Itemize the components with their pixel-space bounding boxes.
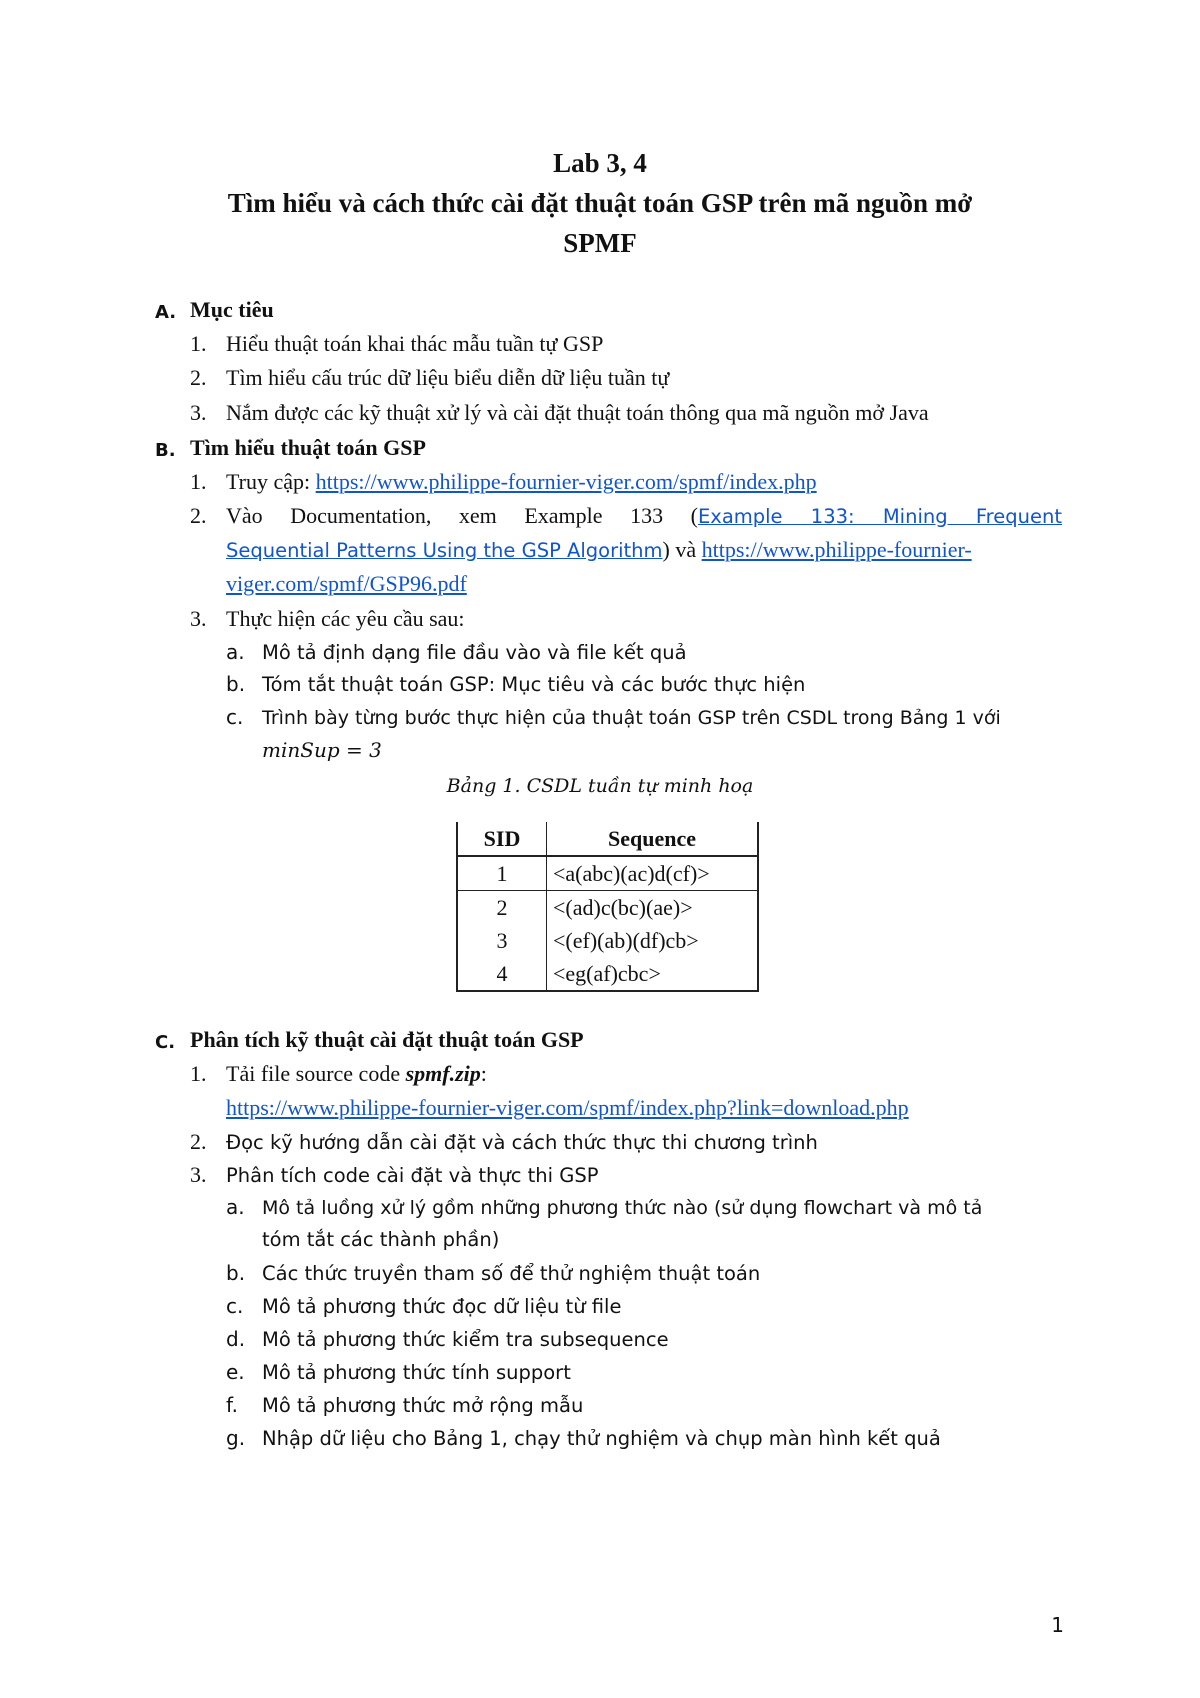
b-item2-prefix: Vào Documentation, xem Example 133 (	[226, 503, 698, 528]
gsp96-pdf-link-part1[interactable]: https://www.philippe-fournier-	[701, 537, 972, 562]
table-cell-sid: 2	[457, 891, 547, 925]
table-cell-sequence: <(ad)c(bc)(ae)>	[547, 891, 759, 925]
a-item1-num: 1.	[190, 331, 207, 356]
c-item1-prefix: Tải file source code	[226, 1061, 406, 1086]
section-b-letter: B.	[155, 440, 176, 461]
c-sub-e-text: Mô tả phương thức tính support	[262, 1361, 571, 1384]
b-sub-c-text2: minSup = 3	[262, 738, 382, 762]
b-sub-b-letter: b.	[226, 672, 246, 696]
table-cell-sid: 1	[457, 856, 547, 891]
spmf-index-link[interactable]: https://www.philippe-fournier-viger.com/spmf/index.php	[315, 469, 817, 494]
c-item1-suffix: :	[480, 1061, 487, 1086]
b-item2-line3	[226, 571, 467, 597]
example-133-link-part2[interactable]: Sequential Patterns Using the GSP Algorithm	[226, 539, 663, 562]
b-item2-num: 2.	[190, 503, 207, 528]
c-item3-num: 3.	[190, 1162, 207, 1187]
c-item3-text: Phân tích code cài đặt và thực thi GSP	[226, 1164, 599, 1187]
c-sub-d-letter: d.	[226, 1327, 246, 1351]
c-sub-f-letter: f.	[226, 1393, 238, 1417]
example-133-link-part1[interactable]: Example 133: Mining Frequent	[697, 505, 1062, 528]
section-b-heading: Tìm hiểu thuật toán GSP	[190, 435, 426, 460]
c-sub-g-letter: g.	[226, 1426, 246, 1450]
doc-title-line1: Lab 3, 4	[553, 148, 647, 178]
spmf-download-link[interactable]: https://www.philippe-fournier-viger.com/spmf/index.php?link=download.php	[226, 1095, 909, 1120]
c-sub-f-text: Mô tả phương thức mở rộng mẫu	[262, 1394, 584, 1417]
c-item1-file: spmf.zip	[405, 1061, 481, 1086]
b-item2-line2	[226, 537, 972, 564]
c-sub-a-letter: a.	[226, 1195, 245, 1219]
c-sub-c-letter: c.	[226, 1294, 244, 1318]
c-item2-num: 2.	[190, 1129, 207, 1154]
section-a-letter: A.	[155, 302, 177, 323]
c-sub-a-text2: tóm tắt các thành phần)	[262, 1228, 500, 1251]
table-header-sid: SID	[457, 822, 547, 856]
table-cell-sid: 4	[457, 957, 547, 991]
table-cell-sid: 3	[457, 924, 547, 957]
c-sub-b-letter: b.	[226, 1261, 246, 1285]
page-number: 1	[1051, 1613, 1064, 1637]
b-item1-prefix: Truy cập:	[226, 469, 316, 494]
c-sub-c-text: Mô tả phương thức đọc dữ liệu từ file	[262, 1295, 622, 1318]
table-row	[457, 924, 758, 957]
a-item3-text: Nắm được các kỹ thuật xử lý và cài đặt thuật toán thông qua mã nguồn mở Java	[226, 400, 929, 425]
b-sub-b-text: Tóm tắt thuật toán GSP: Mục tiêu và các bước thực hiện	[262, 673, 806, 696]
b-item1-num: 1.	[190, 469, 207, 494]
b-sub-c-letter: c.	[226, 705, 244, 729]
section-c-letter: C.	[155, 1032, 176, 1053]
table-row	[457, 891, 758, 925]
table-caption: Bảng 1. CSDL tuần tự minh hoạ	[446, 775, 754, 797]
b-sub-a-text: Mô tả định dạng file đầu vào và file kết quả	[262, 641, 687, 664]
c-item2-text: Đọc kỹ hướng dẫn cài đặt và cách thức thực thi chương trình	[226, 1131, 818, 1154]
table-row	[457, 957, 758, 991]
table-cell-sequence: <eg(af)cbc>	[547, 957, 759, 991]
table-cell-sequence: <(ef)(ab)(df)cb>	[547, 924, 759, 957]
gsp96-pdf-link-part2[interactable]: viger.com/spmf/GSP96.pdf	[226, 571, 467, 596]
table-cell-sequence: <a(abc)(ac)d(cf)>	[547, 856, 759, 891]
doc-title-line3: SPMF	[563, 228, 637, 258]
b-item1	[226, 469, 817, 495]
c-item1-text	[226, 1061, 487, 1087]
sequence-table	[456, 822, 759, 992]
a-item2-text: Tìm hiểu cấu trúc dữ liệu biểu diễn dữ liệu tuần tự	[226, 365, 670, 390]
section-a-heading: Mục tiêu	[190, 297, 274, 322]
c-sub-d-text: Mô tả phương thức kiểm tra subsequence	[262, 1328, 669, 1351]
c-sub-e-letter: e.	[226, 1360, 245, 1384]
b-item2-line1	[226, 503, 1062, 530]
c-sub-g-text: Nhập dữ liệu cho Bảng 1, chạy thử nghiệm và chụp màn hình kết quả	[262, 1427, 941, 1450]
a-item3-num: 3.	[190, 400, 207, 425]
table-header-sequence: Sequence	[547, 822, 759, 856]
a-item1-text: Hiểu thuật toán khai thác mẫu tuần tự GSP	[226, 331, 604, 356]
b-sub-c-text: Trình bày từng bước thực hiện của thuật toán GSP trên CSDL trong Bảng 1 với	[262, 707, 1001, 729]
c-sub-b-text: Các thức truyền tham số để thử nghiệm thuật toán	[262, 1262, 761, 1285]
b-sub-a-letter: a.	[226, 640, 245, 664]
c-item1-num: 1.	[190, 1061, 207, 1086]
doc-title-line2: Tìm hiểu và cách thức cài đặt thuật toán GSP trên mã nguồn mở	[227, 188, 973, 218]
table-row	[457, 856, 758, 891]
b-item3-text: Thực hiện các yêu cầu sau:	[226, 606, 465, 631]
a-item2-num: 2.	[190, 365, 207, 390]
c-item1-link-line	[226, 1095, 909, 1121]
b-item3-num: 3.	[190, 606, 207, 631]
c-sub-a-text: Mô tả luồng xử lý gồm những phương thức nào (sử dụng flowchart và mô tả	[262, 1197, 983, 1219]
section-c-heading: Phân tích kỹ thuật cài đặt thuật toán GSP	[190, 1027, 584, 1052]
b-item2-mid: ) và	[662, 537, 702, 562]
